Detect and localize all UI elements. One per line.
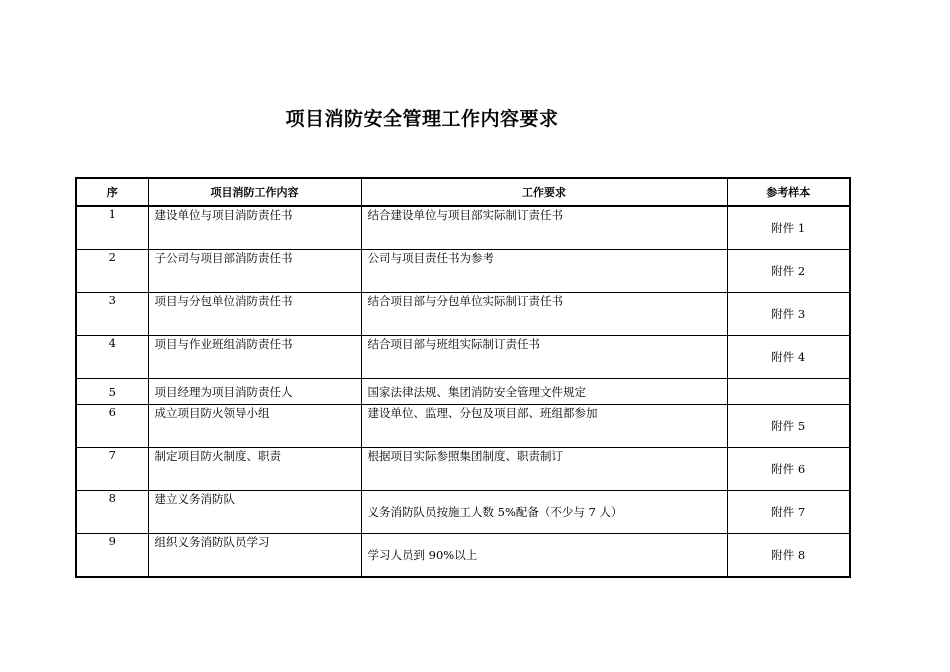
row-requirement: 学习人员到 90%以上 <box>361 534 727 578</box>
row-no: 9 <box>76 534 148 578</box>
row-reference: 附件 3 <box>727 293 850 336</box>
row-requirement: 国家法律法规、集团消防安全管理文件规定 <box>361 379 727 405</box>
row-reference: 附件 6 <box>727 448 850 491</box>
row-item: 子公司与项目部消防责任书 <box>148 250 361 293</box>
table-row <box>76 293 850 336</box>
row-requirement: 结合项目部与班组实际制订责任书 <box>361 336 727 379</box>
row-no: 7 <box>76 448 148 491</box>
row-no: 1 <box>76 206 148 250</box>
row-reference: 附件 7 <box>727 491 850 534</box>
table-row <box>76 534 850 578</box>
table-row <box>76 250 850 293</box>
page-title: 项目消防安全管理工作内容要求 <box>285 108 559 130</box>
table-row <box>76 491 850 534</box>
table-row <box>76 206 850 250</box>
row-no: 5 <box>76 379 148 405</box>
table-header-row <box>76 178 850 206</box>
row-no: 8 <box>76 491 148 534</box>
row-no: 3 <box>76 293 148 336</box>
fire-safety-requirements-table <box>75 177 851 578</box>
row-reference: 附件 8 <box>727 534 850 578</box>
row-reference: 附件 1 <box>727 206 850 250</box>
row-item: 成立项目防火领导小组 <box>148 405 361 448</box>
row-reference: 附件 2 <box>727 250 850 293</box>
row-reference: 附件 4 <box>727 336 850 379</box>
row-requirement: 义务消防队员按施工人数 5%配备（不少与 7 人） <box>361 491 727 534</box>
row-item: 项目与分包单位消防责任书 <box>148 293 361 336</box>
row-requirement: 建设单位、监理、分包及项目部、班组都参加 <box>361 405 727 448</box>
row-no: 2 <box>76 250 148 293</box>
row-item: 项目经理为项目消防责任人 <box>148 379 361 405</box>
row-reference <box>727 379 850 405</box>
row-item: 组织义务消防队员学习 <box>148 534 361 578</box>
row-requirement: 结合项目部与分包单位实际制订责任书 <box>361 293 727 336</box>
table-row <box>76 379 850 405</box>
header-item: 项目消防工作内容 <box>148 178 361 206</box>
row-item: 项目与作业班组消防责任书 <box>148 336 361 379</box>
header-reference: 参考样本 <box>727 178 850 206</box>
row-no: 4 <box>76 336 148 379</box>
row-requirement: 根据项目实际参照集团制度、职责制订 <box>361 448 727 491</box>
row-requirement: 结合建设单位与项目部实际制订责任书 <box>361 206 727 250</box>
row-requirement: 公司与项目责任书为参考 <box>361 250 727 293</box>
row-reference: 附件 5 <box>727 405 850 448</box>
row-no: 6 <box>76 405 148 448</box>
row-item: 建设单位与项目消防责任书 <box>148 206 361 250</box>
row-item: 制定项目防火制度、职责 <box>148 448 361 491</box>
table-row <box>76 336 850 379</box>
table-row <box>76 448 850 491</box>
table-row <box>76 405 850 448</box>
header-no: 序 <box>76 178 148 206</box>
row-item: 建立义务消防队 <box>148 491 361 534</box>
header-requirement: 工作要求 <box>361 178 727 206</box>
